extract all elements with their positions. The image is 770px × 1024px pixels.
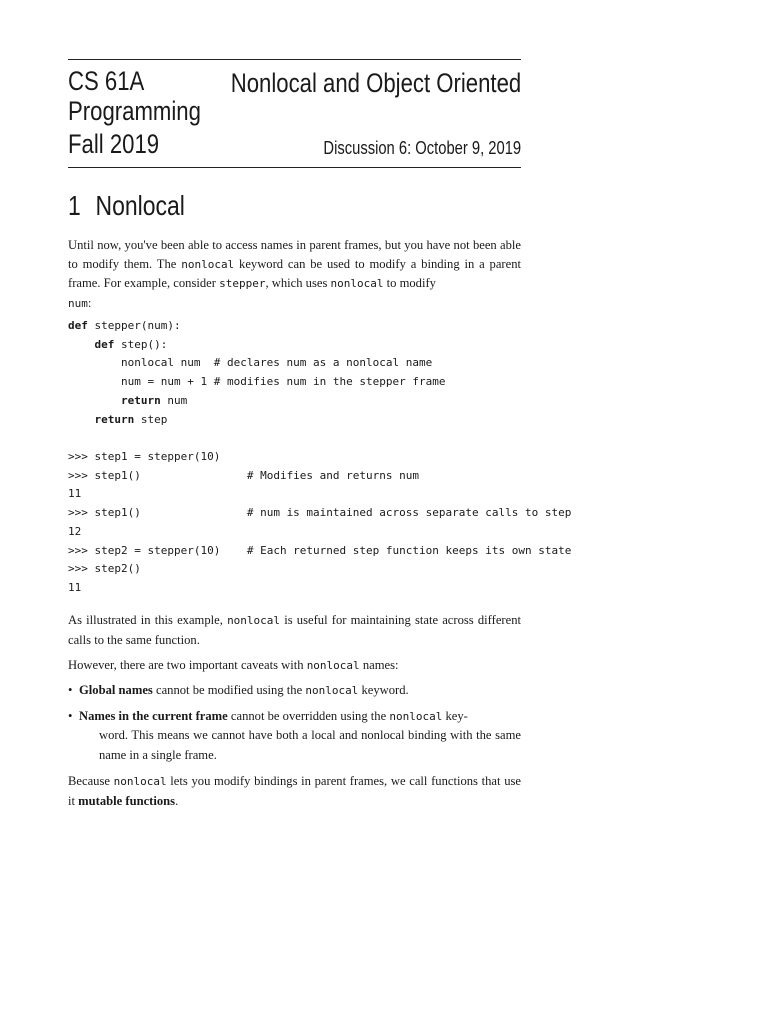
header-bottom-rule [68, 167, 521, 168]
course-term: Fall 2019 [68, 129, 160, 159]
paragraph-text: However, there are two important caveats with [68, 658, 307, 672]
paragraph-state [68, 611, 521, 649]
code-line: num = num + 1 # modifies num in the stepper frame [120, 375, 446, 389]
intro-text-2: keyword can be used to modify a binding in a parent frame. For example, consider [68, 256, 521, 291]
repl-comment: # num is maintained across separate calls to step [246, 506, 572, 520]
repl-line: >>> step1() [68, 506, 141, 520]
paragraph-mutable [68, 772, 521, 810]
paragraph-text: names: [359, 658, 399, 672]
course-code: CS 61A [68, 66, 145, 96]
discussion-date: Discussion 6: October 9, 2019 [323, 138, 521, 158]
section-number: 1 [68, 190, 81, 221]
paragraph-text: Because [68, 774, 114, 788]
bold-term: mutable functions [78, 793, 176, 808]
inline-code: stepper [219, 277, 266, 291]
code-line: stepper(num): [87, 319, 181, 332]
repl-output: 12 [68, 524, 82, 538]
code-line: num [160, 393, 188, 407]
intro-text-1: Until now, you've been able to access names in parent frames, but you have not been able to modify them. The [68, 238, 521, 271]
section-title [68, 190, 185, 222]
repl-comment: # Each returned step function keeps its own state [246, 543, 572, 557]
bullet-dot: • [68, 683, 73, 697]
course-subject: Programming [68, 96, 201, 126]
intro-text-3: , which uses [265, 276, 331, 291]
bullet-dot: • [68, 709, 73, 723]
inline-code: nonlocal [389, 710, 443, 723]
bullet-global-names [68, 681, 521, 700]
code-keyword: return [120, 393, 161, 407]
bullet-text: key- [442, 709, 468, 723]
inline-code: nonlocal [181, 257, 235, 271]
code-block-repl [68, 448, 571, 598]
inline-code: nonlocal [227, 614, 281, 627]
paragraph-text: As illustrated in this example, [68, 613, 228, 627]
bullet-bold: Names in the current frame [79, 709, 228, 723]
bullet-continuation: word. This means we cannot have both a local and nonlocal binding with the same name in a single frame. [99, 728, 521, 762]
repl-line: >>> step2() [68, 562, 141, 576]
code-block-definition [68, 317, 446, 429]
inline-code: nonlocal [306, 659, 360, 672]
inline-code: nonlocal [305, 684, 359, 697]
repl-comment: # Modifies and returns num [246, 468, 420, 482]
paragraph-text: is useful for maintaining state across different calls to the same function. [68, 613, 521, 647]
paragraph-text: lets you modify bindings in parent frames, we call functions that use it [68, 774, 521, 808]
bullet-text: keyword. [358, 683, 409, 697]
code-keyword: def [68, 319, 88, 332]
header-top-rule [68, 59, 521, 60]
repl-line: >>> step2 = stepper(10) [68, 543, 221, 557]
intro-text-4: to modify [383, 276, 436, 291]
code-line: step(): [114, 337, 168, 351]
inline-code: num [68, 296, 88, 310]
intro-paragraph [68, 236, 521, 313]
document-title: Nonlocal and Object Oriented [230, 68, 521, 98]
bullet-text: cannot be modified using the [152, 683, 306, 697]
paragraph-caveats [68, 656, 521, 676]
code-keyword: return [94, 412, 135, 426]
inline-code: nonlocal [330, 277, 384, 291]
paragraph-text: . [175, 793, 179, 808]
repl-output: 11 [68, 487, 82, 501]
section-name: Nonlocal [95, 190, 185, 221]
inline-code: nonlocal [113, 775, 167, 788]
repl-line: >>> step1 = stepper(10) [68, 450, 221, 463]
repl-output: 11 [68, 580, 82, 594]
bullet-bold: Global names [79, 683, 153, 697]
code-keyword: def [94, 337, 115, 351]
intro-text-5: : [87, 295, 92, 310]
bullet-text: cannot be overridden using the [227, 709, 390, 723]
bullet-current-frame [68, 707, 521, 765]
code-line: step [134, 412, 168, 426]
repl-line: >>> step1() [68, 468, 141, 482]
code-line: nonlocal num # declares num as a nonlocal name [120, 356, 433, 370]
